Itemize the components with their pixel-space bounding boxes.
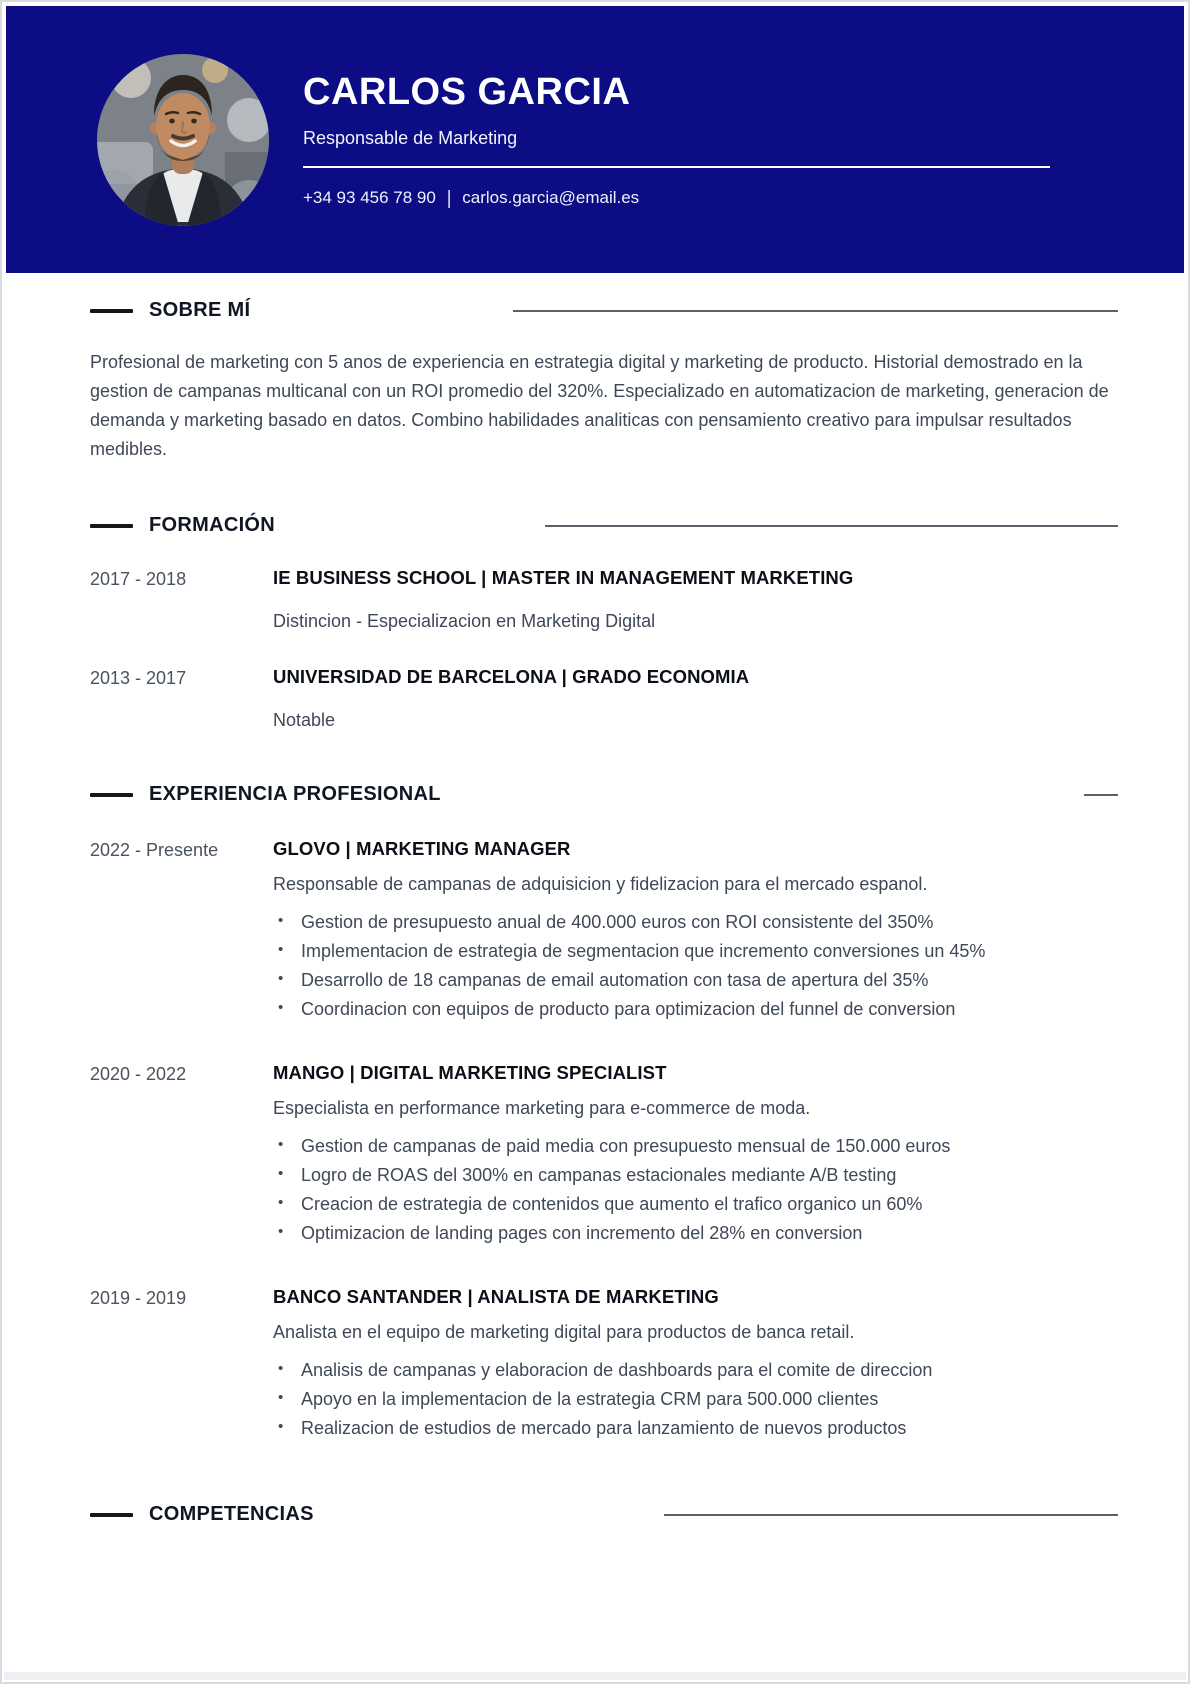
resume-header <box>6 6 1184 273</box>
email-address: carlos.garcia@email.es <box>462 188 640 207</box>
job-bullet-list <box>273 1136 1118 1243</box>
job-bullet: • Gestion de presupuesto anual de 400.000 euros con ROI consistente del 350% <box>273 912 1118 932</box>
job-title: BANCO SANTANDER | ANALISTA DE MARKETING <box>273 1286 719 1307</box>
section-experience <box>90 783 1118 1447</box>
education-entry <box>90 567 1118 632</box>
job-title: MANGO | DIGITAL MARKETING SPECIALIST <box>273 1062 667 1083</box>
job-entry <box>90 1062 1118 1252</box>
section-about <box>90 299 1118 464</box>
header-text-block <box>303 71 1050 208</box>
phone-number: +34 93 456 78 90 <box>303 188 436 207</box>
section-rule <box>664 1514 1118 1516</box>
job-period: 2020 - 2022 <box>90 1064 187 1084</box>
section-education-title: FORMACIÓN <box>149 514 276 536</box>
contact-line <box>303 188 1050 208</box>
profile-photo <box>97 54 269 226</box>
job-bullet: • Analisis de campanas y elaboracion de dashboards para el comite de direccion <box>273 1360 1118 1380</box>
contact-separator: | <box>446 186 452 209</box>
job-summary: Responsable de campanas de adquisicion y fidelizacion para el mercado espanol. <box>273 874 928 894</box>
job-bullet: • Logro de ROAS del 300% en campanas estacionales mediante A/B testing <box>273 1165 1118 1185</box>
job-entry <box>90 1286 1118 1447</box>
education-period: 2017 - 2018 <box>90 569 187 589</box>
section-dash <box>90 1513 133 1517</box>
job-details <box>273 1286 1118 1447</box>
section-education <box>90 514 1118 731</box>
job-bullet: • Desarrollo de 18 campanas de email automation con tasa de apertura del 35% <box>273 970 1118 990</box>
job-title: GLOVO | MARKETING MANAGER <box>273 838 571 859</box>
job-period: 2019 - 2019 <box>90 1288 187 1308</box>
job-summary: Especialista en performance marketing para e-commerce de moda. <box>273 1098 811 1118</box>
section-education-heading-row <box>90 514 1118 537</box>
section-about-title: SOBRE MÍ <box>149 299 251 321</box>
education-note: Notable <box>273 710 336 730</box>
section-rule <box>513 310 1118 312</box>
section-dash <box>90 309 133 313</box>
education-period: 2013 - 2017 <box>90 668 187 688</box>
about-paragraph: Profesional de marketing con 5 anos de experiencia en estrategia digital y marketing de producto. Historial demostrado en la gestion de campanas multicanal con un ROI promedio del 320%. Especializado en automatizacion de marketing, generacion de demanda y marketing basado en datos. Combino habilidades analiticas con pensamiento creativo para impulsar resultados medibles. <box>90 352 1109 459</box>
education-note: Distincion - Especializacion en Marketing Digital <box>273 611 656 631</box>
job-bullet: • Coordinacion con equipos de producto para optimizacion del funnel de conversion <box>273 999 1118 1019</box>
section-skills-title: COMPETENCIAS <box>149 1503 314 1525</box>
job-bullet: • Implementacion de estrategia de segmentacion que incremento conversiones un 45% <box>273 941 1118 961</box>
education-degree-title: IE BUSINESS SCHOOL | MASTER IN MANAGEMENT MARKETING <box>273 567 854 588</box>
job-bullet: • Optimizacion de landing pages con incremento del 28% en conversion <box>273 1223 1118 1243</box>
section-experience-title: EXPERIENCIA PROFESIONAL <box>149 783 441 805</box>
section-rule <box>1084 794 1118 796</box>
section-skills-heading-row <box>90 1503 1118 1526</box>
job-period: 2022 - Presente <box>90 840 219 860</box>
job-bullet: • Apoyo en la implementacion de la estrategia CRM para 500.000 clientes <box>273 1389 1118 1409</box>
job-entry <box>90 838 1118 1028</box>
job-bullet: • Realizacion de estudios de mercado para lanzamiento de nuevos productos <box>273 1418 1118 1438</box>
section-skills <box>90 1503 1118 1526</box>
page-bottom-edge <box>4 1672 1186 1680</box>
candidate-title: Responsable de Marketing <box>303 128 518 148</box>
profile-photo-image <box>97 54 269 226</box>
education-details <box>273 666 1118 731</box>
section-about-heading-row <box>90 299 1118 322</box>
section-dash <box>90 793 133 797</box>
section-rule <box>545 525 1118 527</box>
education-entry <box>90 666 1118 731</box>
resume-body <box>2 299 1188 1526</box>
section-experience-heading-row <box>90 783 1118 806</box>
education-details <box>273 567 1118 632</box>
education-degree-title: UNIVERSIDAD DE BARCELONA | GRADO ECONOMIA <box>273 666 750 687</box>
job-summary: Analista en el equipo de marketing digital para productos de banca retail. <box>273 1322 855 1342</box>
job-details <box>273 1062 1118 1252</box>
job-details <box>273 838 1118 1028</box>
job-bullet: • Creacion de estrategia de contenidos que aumento el trafico organico un 60% <box>273 1194 1118 1214</box>
job-bullet-list <box>273 912 1118 1019</box>
section-dash <box>90 524 133 528</box>
header-divider <box>303 166 1050 168</box>
job-bullet-list <box>273 1360 1118 1438</box>
candidate-name: CARLOS GARCIA <box>303 71 631 113</box>
job-bullet: • Gestion de campanas de paid media con presupuesto mensual de 150.000 euros <box>273 1136 1118 1156</box>
